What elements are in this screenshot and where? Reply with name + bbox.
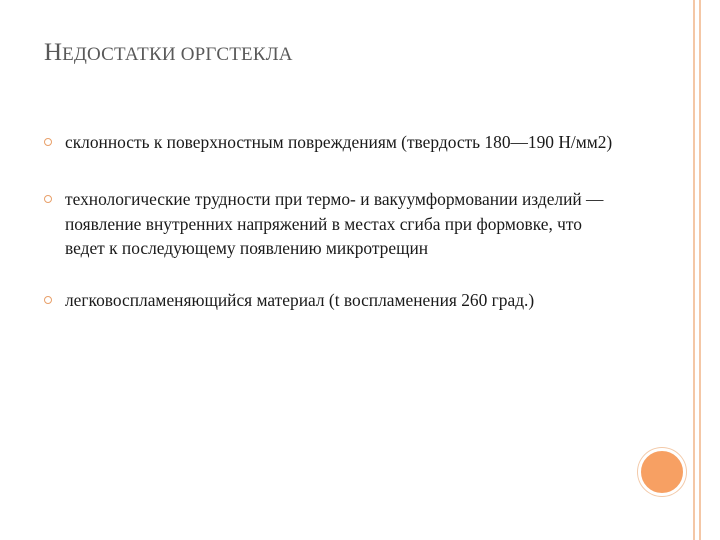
orange-circle-decoration [638, 448, 686, 496]
circle-bullet-icon [44, 138, 52, 146]
frame-line-right [699, 0, 701, 540]
circle-bullet-icon [44, 195, 52, 203]
bullet-text: легковоспламеняющийся материал (t воспламенения 260 град.) [65, 290, 535, 310]
slide-title-rest: ЕДОСТАТКИ ОРГСТЕКЛА [62, 44, 293, 65]
bullet-text: склонность к поверхностным повреждениям (твердость 180—190 Н/мм2) [65, 132, 613, 152]
bullet-text: технологические трудности при термо- и вакуумформовании изделий — появление внутренних напряжений в местах сгиба при формовке, что ведет к последующему появлению микротрещин [65, 189, 604, 258]
frame-line-left [693, 0, 695, 540]
slide-title [44, 38, 644, 70]
circle-bullet-icon [44, 296, 52, 304]
slide-title-initial: Н [44, 39, 63, 66]
